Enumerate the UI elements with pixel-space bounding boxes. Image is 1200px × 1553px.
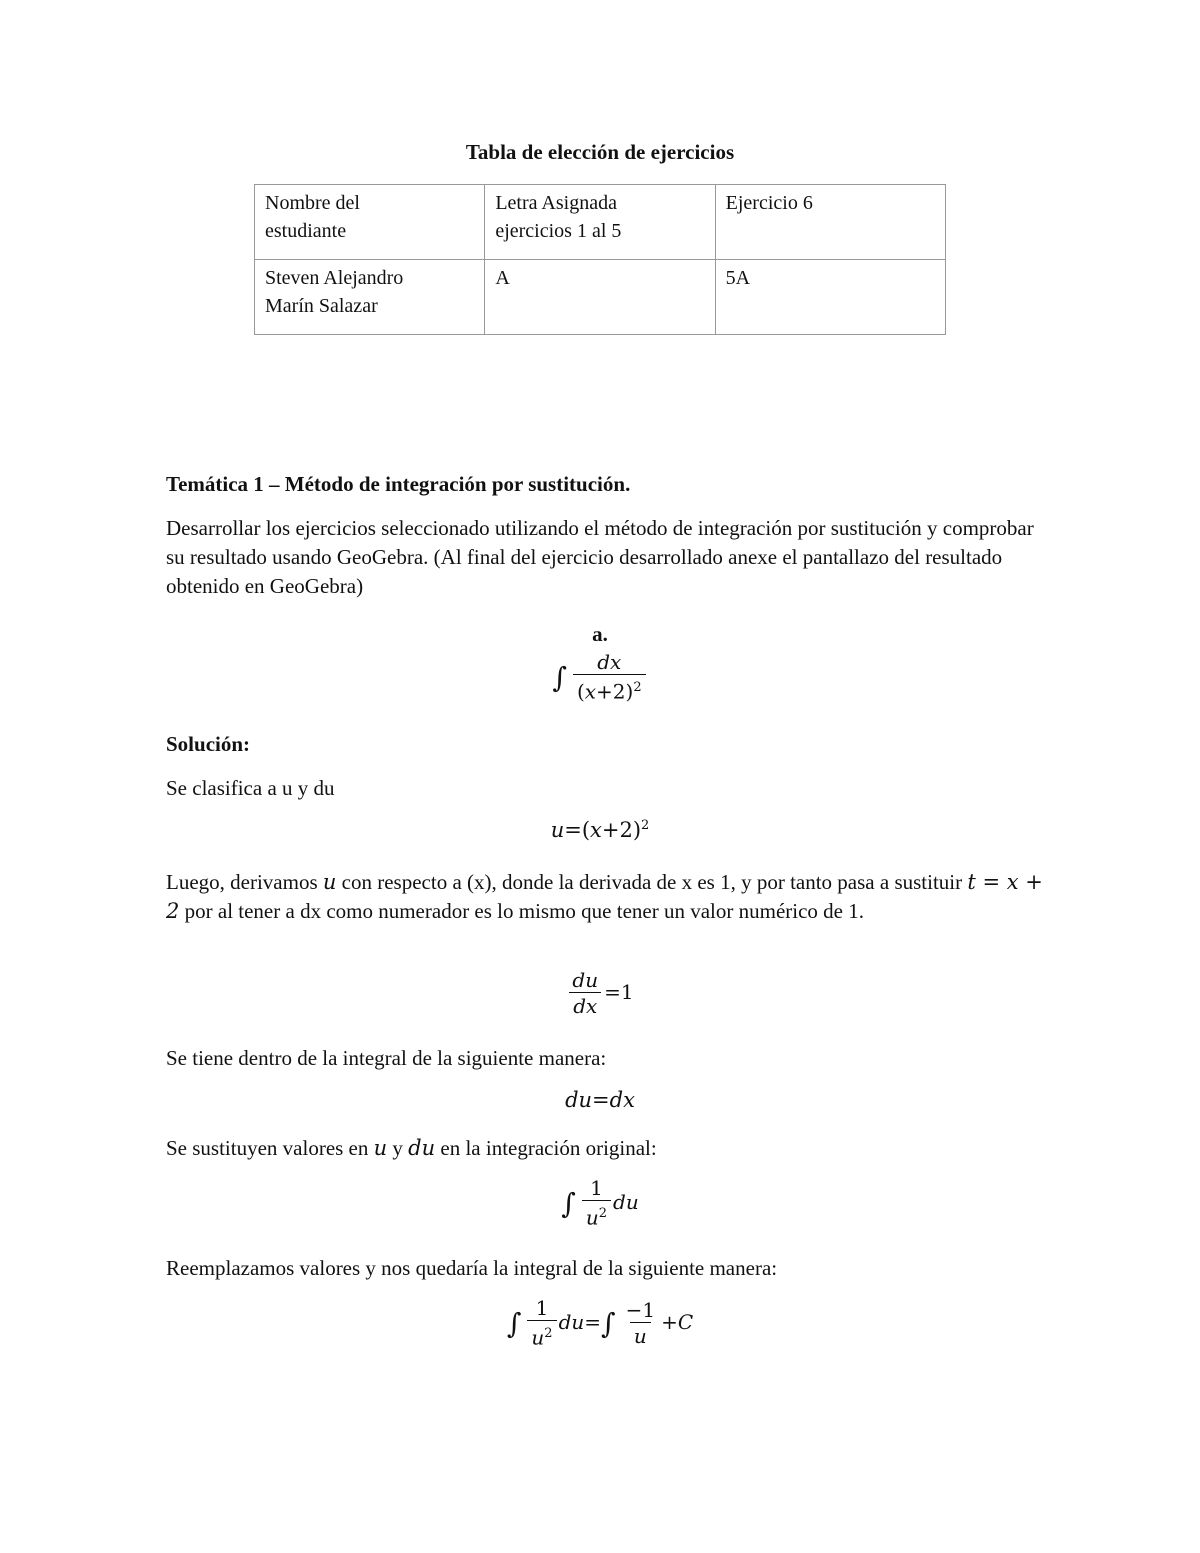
step-paragraph-derivative bbox=[166, 868, 1046, 926]
step-text: Luego, derivamos bbox=[166, 870, 318, 894]
step-text: Reemplazamos valores y nos quedaría la integral de la siguiente manera: bbox=[166, 1256, 778, 1280]
exercise-choice-table bbox=[254, 184, 946, 335]
variable-du: du bbox=[408, 1136, 436, 1160]
substitution-expression: t = x + 2 bbox=[166, 870, 1043, 923]
step-text: por al tener a dx como numerador es lo mismo que tener un valor numérico de 1. bbox=[184, 899, 864, 923]
intro-paragraph: Desarrollar los ejercicios seleccionado utilizando el método de integración por sustitución y comprobar su resultado usando GeoGebra. (Al final del ejercicio desarrollado anexe el pantallazo del resultado obtenido en GeoGebra) bbox=[166, 516, 1034, 598]
table-header-cell: Nombre del estudiante bbox=[255, 185, 485, 260]
table-cell: A bbox=[485, 260, 715, 335]
step-text: y bbox=[392, 1136, 403, 1160]
equation-du-dx: du=dx bbox=[565, 1088, 635, 1112]
table-cell: Steven Alejandro Marín Salazar bbox=[255, 260, 485, 335]
exercise-label: a. bbox=[592, 622, 608, 646]
equation-derivative: $\frac{du}{dx}$ =1 bbox=[0, 968, 1200, 1019]
step-text: en la integración original: bbox=[440, 1136, 657, 1160]
variable-u: u bbox=[322, 870, 337, 894]
step-text: Se sustituyen valores en bbox=[166, 1136, 369, 1160]
table-header-row bbox=[255, 185, 946, 260]
equation-u-definition: $u=(x+2)^2$ bbox=[550, 818, 650, 842]
table-header-cell: Letra Asignada ejercicios 1 al 5 bbox=[485, 185, 715, 260]
table-header-cell: Ejercicio 6 bbox=[715, 185, 945, 260]
exercise-integral: ∫ $\frac{dx}{(x+2)^2}$ bbox=[0, 650, 1200, 705]
table-cell: 5A bbox=[715, 260, 945, 335]
equation-substituted-integral: ∫ $\frac{1}{u^2}$ du bbox=[561, 1176, 639, 1230]
section-heading: Temática 1 – Método de integración por sustitución. bbox=[166, 472, 631, 496]
step-paragraph-substitution bbox=[166, 1134, 1046, 1163]
table-row bbox=[255, 260, 946, 335]
variable-u: u bbox=[373, 1136, 388, 1160]
step-text: con respecto a (x), donde la derivada de x es 1, y por tanto pasa a sustituir bbox=[341, 870, 963, 894]
page-title: Tabla de elección de ejercicios bbox=[465, 140, 735, 164]
step-text: Se tiene dentro de la integral de la siguiente manera: bbox=[166, 1046, 607, 1070]
equation-result: ∫ $\frac{1}{u^2}$ du=∫ $\frac{-1}{u}$ +C bbox=[506, 1296, 694, 1350]
step-text: Se clasifica a u y du bbox=[166, 776, 335, 800]
solution-label: Solución: bbox=[166, 732, 251, 756]
